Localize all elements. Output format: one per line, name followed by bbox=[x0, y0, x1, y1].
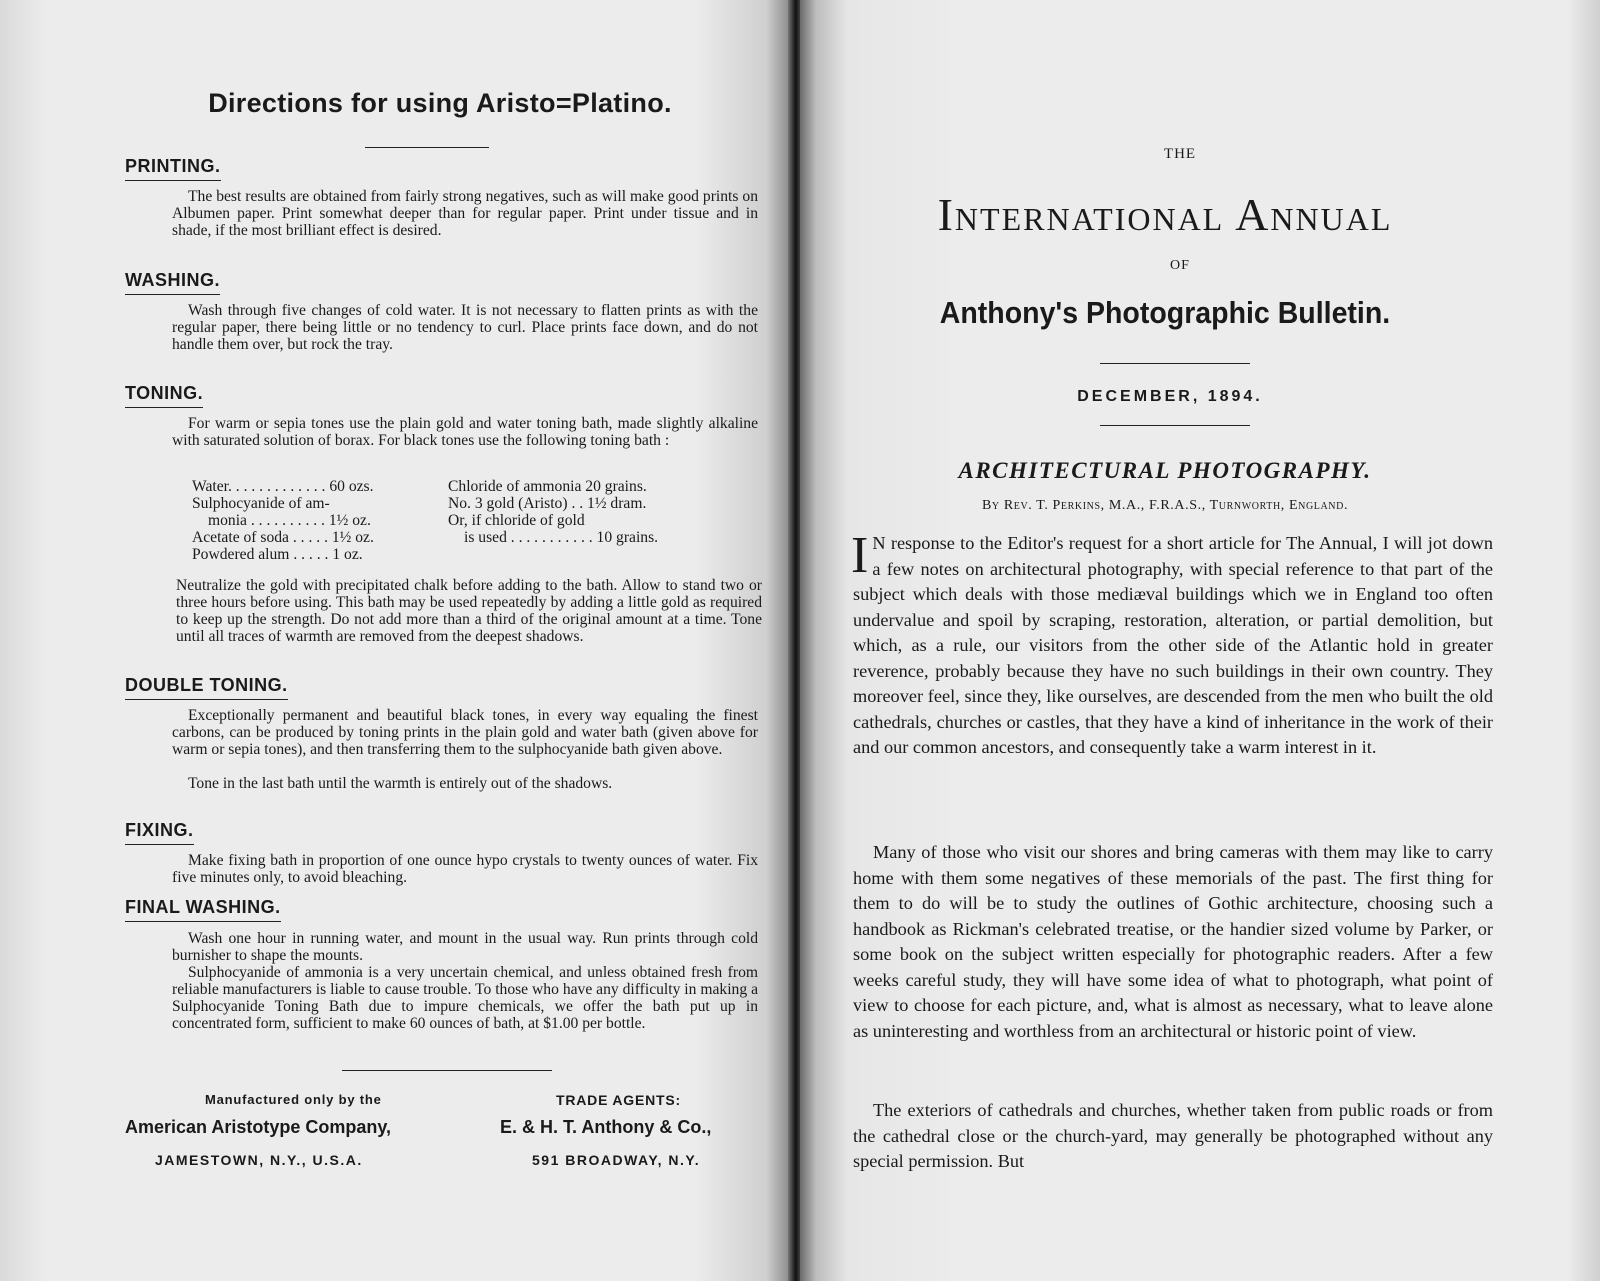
date-rule bbox=[1100, 425, 1250, 426]
recipe-right-column bbox=[448, 478, 658, 546]
section-heading-double-toning: DOUBLE TONING. bbox=[125, 675, 288, 700]
trade-agents-label: TRADE AGENTS: bbox=[556, 1092, 681, 1108]
recipe-line: monia . . . . . . . . . . 1½ oz. bbox=[208, 512, 371, 529]
masthead-the: THE bbox=[1163, 146, 1197, 162]
final-washing-text-2: Sulphocyanide of ammonia is a very uncertain chemical, and unless obtained fresh from reliable manufacturers is liable to cause trouble. To those who have any difficulty in making a Sulphocyanide Toning Bath due to impure chemicals, we offer the bath put up in concentrated form, sufficient to make 60 ounces of bath, at $1.00 per bottle. bbox=[172, 964, 758, 1032]
agents-name: E. & H. T. Anthony & Co., bbox=[500, 1117, 712, 1137]
recipe-line: No. 3 gold (Aristo) . . 1½ dram. bbox=[448, 495, 647, 512]
company-address: JAMESTOWN, N.Y., U.S.A. bbox=[155, 1152, 363, 1168]
recipe-line: Water. . . . . . . . . . . . . 60 ozs. bbox=[192, 478, 374, 495]
section-heading-toning: TONING. bbox=[125, 383, 203, 408]
issue-date: DECEMBER, 1894. bbox=[1077, 388, 1263, 405]
advert-title: Directions for using Aristo=Platino. bbox=[208, 88, 672, 118]
recipe-line: is used . . . . . . . . . . . 10 grains. bbox=[464, 529, 659, 546]
printing-text: The best results are obtained from fairly strong negatives, such as will make good prints on Albumen paper. Print somewhat deeper than for regular paper. Print under tissue and in shade, if the most brilliant effect is desired. bbox=[172, 188, 758, 239]
toning-text: For warm or sepia tones use the plain gold and water toning bath, made slightly alkaline with saturated solution of borax. For black tones use the following toning bath : bbox=[172, 415, 758, 449]
section-heading-washing: WASHING. bbox=[125, 270, 220, 295]
agents-address: 591 BROADWAY, N.Y. bbox=[532, 1152, 701, 1168]
title-rule bbox=[365, 147, 489, 148]
recipe-left-column bbox=[192, 478, 374, 563]
paragraph-text: N response to the Editor's request for a short article for The Annual, I will jot down a few notes on architectural photography, with special reference to that part of the subject which deals with those mediæval buildings which we in England too often undervalue and spoil by scraping, restoration, alteration, or partial demolition, but which, as a rule, our visitors from the other side of the Atlantic hold in greater reverence, probably because they have no such buildings in their own country. They moreover feel, since they, like ourselves, are descended from the men who built the old cathedrals, churches or castles, that they have a kind of inheritance in the work of their and our common ancestors, and consequently take a warm interest in it. bbox=[853, 533, 1493, 757]
left-page bbox=[0, 0, 790, 1281]
recipe-line: Powdered alum . . . . . 1 oz. bbox=[192, 546, 363, 563]
section-heading-printing: PRINTING. bbox=[125, 156, 221, 181]
manufactured-label: Manufactured only by the bbox=[205, 1092, 382, 1107]
footer-rule bbox=[342, 1070, 552, 1071]
section-heading-fixing: FIXING. bbox=[125, 820, 194, 845]
final-washing-text: Wash one hour in running water, and mount in the usual way. Run prints through cold burnisher to shape the mounts. bbox=[172, 930, 758, 964]
article-title: ARCHITECTURAL PHOTOGRAPHY. bbox=[958, 458, 1372, 483]
masthead-of: OF bbox=[1170, 258, 1190, 273]
article-paragraph-3: The exteriors of cathedrals and churches, whether taken from public roads or from the cathedral close or the church-yard, may generally be photographed without any special permission. But bbox=[853, 1100, 1493, 1171]
masthead-bulletin: Anthony's Photographic Bulletin. bbox=[939, 295, 1391, 330]
article-paragraph-1 bbox=[851, 527, 1493, 761]
section-heading-final-washing: FINAL WASHING. bbox=[125, 897, 281, 922]
recipe-line: Or, if chloride of gold bbox=[448, 512, 585, 529]
company-name: American Aristotype Company, bbox=[125, 1117, 392, 1137]
recipe-line: Acetate of soda . . . . . 1½ oz. bbox=[192, 529, 374, 546]
masthead-rule bbox=[1100, 363, 1250, 364]
recipe-line: Chloride of ammonia 20 grains. bbox=[448, 478, 647, 495]
toning-text-2: Neutralize the gold with precipitated chalk before adding to the bath. Allow to stand two or three hours before using. This bath may be used repeatedly by adding a little gold as required to keep up the strength. Do not add more than a third of the original amount at a time. Tone until all traces of warmth are removed from the deepest shadows. bbox=[176, 577, 762, 645]
double-toning-text: Exceptionally permanent and beautiful black tones, in every way equaling the finest carbons, can be produced by toning prints in the plain gold and water bath (given above for warm or sepia tones), and then transferring them to the sulphocyanide bath given above. bbox=[172, 707, 758, 758]
washing-text: Wash through five changes of cold water. It is not necessary to flatten prints as with the regular paper, there being little or no tendency to curl. Place prints face down, and do not handle them over, but rock the tray. bbox=[172, 302, 758, 353]
recipe-line: Sulphocyanide of am- bbox=[192, 495, 330, 512]
masthead-title: International Annual bbox=[937, 189, 1393, 240]
fixing-text: Make fixing bath in proportion of one ounce hypo crystals to twenty ounces of water. Fix five minutes only, to avoid bleaching. bbox=[172, 852, 758, 886]
article-paragraph-2: Many of those who visit our shores and bring cameras with them may like to carry home with them some negatives of these memorials of the past. The first thing for them to do will be to study the outlines of Gothic architecture, choosing such a handbook as Rickman's celebrated treatise, or the handier sized volume by Parker, or some book on the subject written especially for photographic readers. After a few weeks careful study, they will have some idea of what to photograph, what point of view to choose for each picture, and, what is almost as necessary, what to leave alone as uninteresting and worthless from an architectural or historic point of view. bbox=[853, 842, 1493, 1041]
double-toning-text-2: Tone in the last bath until the warmth is entirely out of the shadows. bbox=[188, 775, 613, 792]
right-page bbox=[800, 0, 1600, 1281]
drop-cap: I bbox=[851, 527, 869, 584]
article-byline: By Rev. T. Perkins, M.A., F.R.A.S., Turnworth, England. bbox=[981, 498, 1349, 513]
